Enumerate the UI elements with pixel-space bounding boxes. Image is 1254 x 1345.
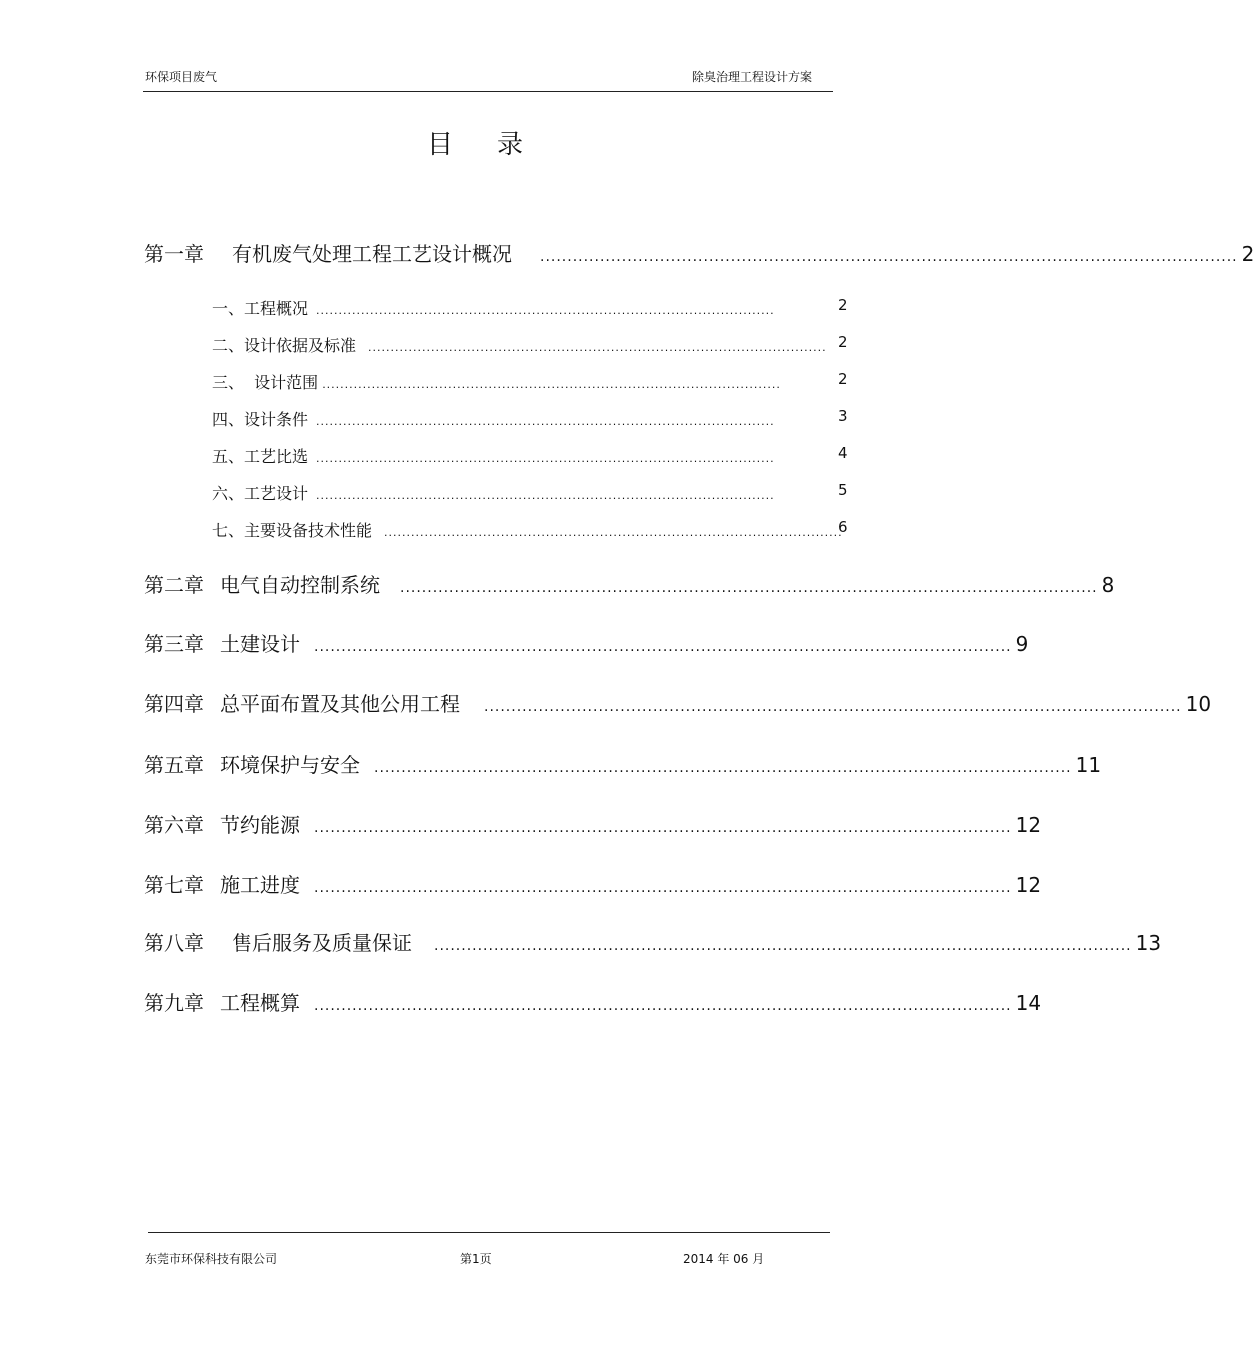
toc-page-number: 2 (838, 333, 848, 351)
toc-page-number: 3 (838, 407, 848, 425)
toc-chapter-8[interactable] (144, 927, 1162, 955)
toc-leader-dots: ...................................................................................................... (316, 304, 775, 317)
toc-section-4[interactable] (212, 407, 848, 429)
toc-chapter-3[interactable] (144, 628, 1029, 656)
toc-page-number: 12 (1015, 813, 1042, 837)
toc-section-label: 二、设计依据及标准 (212, 336, 357, 355)
toc-chapter-7[interactable] (144, 869, 1042, 897)
toc-section-7[interactable] (212, 518, 848, 540)
toc-leader-dots: ...................................................................................................... (384, 526, 843, 539)
toc-section-5[interactable] (212, 444, 848, 466)
toc-chapter-label: 第九章 工程概算 (144, 991, 300, 1015)
toc-page-number: 2 (838, 370, 848, 388)
toc-section-2[interactable] (212, 333, 848, 355)
toc-chapter-label: 第六章 节约能源 (144, 813, 300, 837)
toc-leader-dots: ...................................................................................................... (316, 415, 775, 428)
toc-page-number: 11 (1075, 753, 1102, 777)
toc-leader-dots: ................................................................................................................................ (314, 820, 1012, 836)
toc-leader-dots: ................................................................................................................................ (484, 699, 1182, 715)
toc-leader-dots: ...................................................................................................... (316, 489, 775, 502)
toc-leader-dots: ...................................................................................................... (322, 378, 781, 391)
toc-leader-dots: ................................................................................................................................ (374, 760, 1072, 776)
toc-chapter-label: 第四章 总平面布置及其他公用工程 (144, 692, 460, 716)
toc-chapter-6[interactable] (144, 809, 1042, 837)
toc-page-number: 6 (838, 518, 848, 536)
toc-page-number: 2 (1241, 242, 1254, 266)
footer-rule (148, 1232, 830, 1233)
toc-chapter-label: 第八章 售后服务及质量保证 (144, 931, 412, 955)
toc-section-6[interactable] (212, 481, 848, 503)
footer-date: 2014 年 06 月 (683, 1252, 765, 1266)
toc-section-label: 三、 设计范围 (212, 373, 319, 392)
toc-chapter-label: 第三章 土建设计 (144, 632, 300, 656)
footer-page-number: 第1页 (460, 1252, 492, 1266)
toc-leader-dots: ...................................................................................................... (316, 452, 775, 465)
toc-leader-dots: ................................................................................................................................ (400, 580, 1098, 596)
toc-page-number: 10 (1185, 692, 1212, 716)
toc-page-number: 2 (838, 296, 848, 314)
toc-leader-dots: ...................................................................................................... (368, 341, 827, 354)
header-right: 除臭治理工程设计方案 (692, 70, 813, 84)
header-left: 环保项目废气 (145, 70, 218, 84)
toc-section-label: 六、工艺设计 (212, 484, 309, 503)
toc-leader-dots: ................................................................................................................................ (314, 639, 1012, 655)
toc-chapter-9[interactable] (144, 987, 1042, 1015)
toc-section-3[interactable] (212, 370, 848, 392)
toc-chapter-label: 第五章 环境保护与安全 (144, 753, 360, 777)
toc-chapter-4[interactable] (144, 688, 1212, 716)
toc-leader-dots: ................................................................................................................................ (314, 880, 1012, 896)
toc-page-number: 4 (838, 444, 848, 462)
toc-page-number: 13 (1135, 931, 1162, 955)
toc-leader-dots: ................................................................................................................................ (434, 938, 1132, 954)
toc-section-label: 七、主要设备技术性能 (212, 521, 373, 540)
toc-chapter-5[interactable] (144, 749, 1102, 777)
toc-section-label: 四、设计条件 (212, 410, 309, 429)
toc-page-number: 12 (1015, 873, 1042, 897)
toc-chapter-2[interactable] (144, 569, 1115, 597)
toc-chapter-label: 第七章 施工进度 (144, 873, 300, 897)
header-rule (143, 91, 833, 92)
toc-page-number: 8 (1101, 573, 1115, 597)
toc-section-1[interactable] (212, 296, 848, 318)
footer-company: 东莞市环保科技有限公司 (145, 1252, 278, 1266)
page-title: 目录 (426, 130, 567, 160)
toc-section-label: 五、工艺比选 (212, 447, 309, 466)
toc-page-number: 14 (1015, 991, 1042, 1015)
toc-chapter-label: 第二章 电气自动控制系统 (144, 573, 380, 597)
toc-chapter-label: 第一章 有机废气处理工程工艺设计概况 (144, 242, 512, 266)
toc-section-label: 一、工程概况 (212, 299, 309, 318)
toc-page-number: 9 (1015, 632, 1029, 656)
toc-leader-dots: ................................................................................................................................ (314, 998, 1012, 1014)
toc-page-number: 5 (838, 481, 848, 499)
toc-leader-dots: ................................................................................................................................ (540, 249, 1238, 265)
toc-chapter-1[interactable] (144, 238, 1254, 266)
